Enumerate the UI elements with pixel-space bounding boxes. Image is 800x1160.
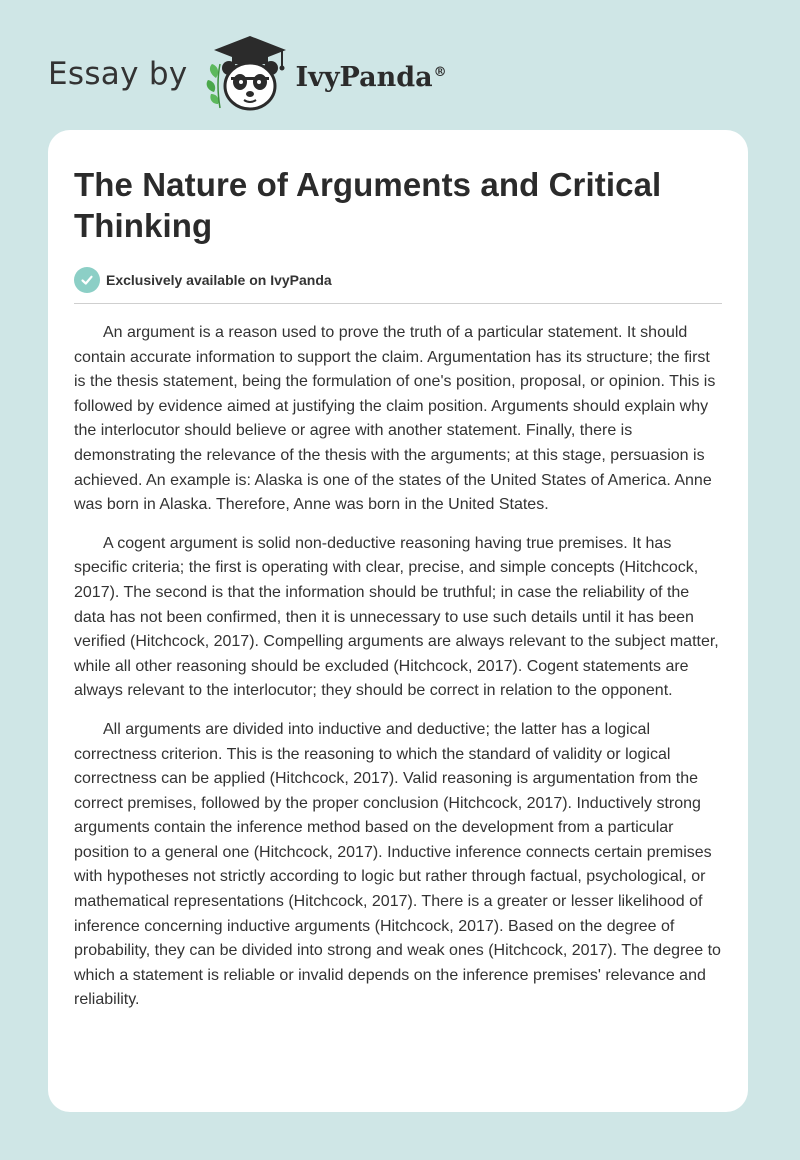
divider [74, 303, 722, 304]
check-icon [74, 267, 100, 293]
brand-name[interactable]: IvyPanda® [295, 61, 447, 93]
paragraph: A cogent argument is solid non-deductive reasoning having true premises. It has specific criteria; the first is operating with clear, precise, and simple concepts (Hitchcock, 2017). The second is that the information should be truthful; in case the reliability of the data has not been confirmed, then it is unnecessary to use such details until it has been verified (Hitchcock, 2017). Compelling arguments are always relevant to the subject matter, while all other reasoning should be excluded (Hitchcock, 2017). Cogent statements are always relevant to the interlocutor; they should be correct in relation to the opponent. [74, 534, 719, 700]
page-title: The Nature of Arguments and Critical Thinking [74, 166, 662, 244]
site-header [48, 34, 447, 114]
exclusive-badge [74, 267, 722, 293]
essay-card [48, 130, 748, 1112]
registered-mark: ® [433, 64, 447, 80]
exclusive-label: Exclusively available on IvyPanda [106, 272, 332, 288]
paragraph: An argument is a reason used to prove the truth of a particular statement. It should contain accurate information to support the claim. Argumentation has its structure; the first is the thesis statement, being the formulation of one's position, proposal, or opinion. This is followed by evidence aimed at justifying the claim position. Arguments should explain why the interlocutor should believe or agree with another statement. Finally, there is demonstrating the relevance of the thesis with the arguments; at this stage, persuasion is achieved. An example is: Alaska is one of the states of the United States of America. Anne was born in Alaska. Therefore, Anne was born in the United States. [74, 324, 716, 514]
panda-logo-icon[interactable] [202, 34, 292, 114]
paragraph: All arguments are divided into inductive and deductive; the latter has a logical correctness criterion. This is the reasoning to which the standard of validity or logical correctness can be applied (Hitchcock, 2017). Valid reasoning is argumentation from the correct premises, followed by the proper conclusion (Hitchcock, 2017). Inductively strong arguments contain the inference method based on the development from a particular position to a general one (Hitchcock, 2017). Inductive inference connects certain premises with hypotheses not strictly according to logic but rather through factual, psychological, or mathematical representations (Hitchcock, 2017). There is a greater or lesser likelihood of inference concerning inductive arguments (Hitchcock, 2017). Based on the degree of probability, they can be divided into strong and weak ones (Hitchcock, 2017). The degree to which a statement is reliable or invalid depends on the inference premises' relevance and reliability. [74, 720, 721, 1009]
essay-body [74, 321, 722, 1013]
essay-by-label: Essay by [48, 56, 188, 92]
